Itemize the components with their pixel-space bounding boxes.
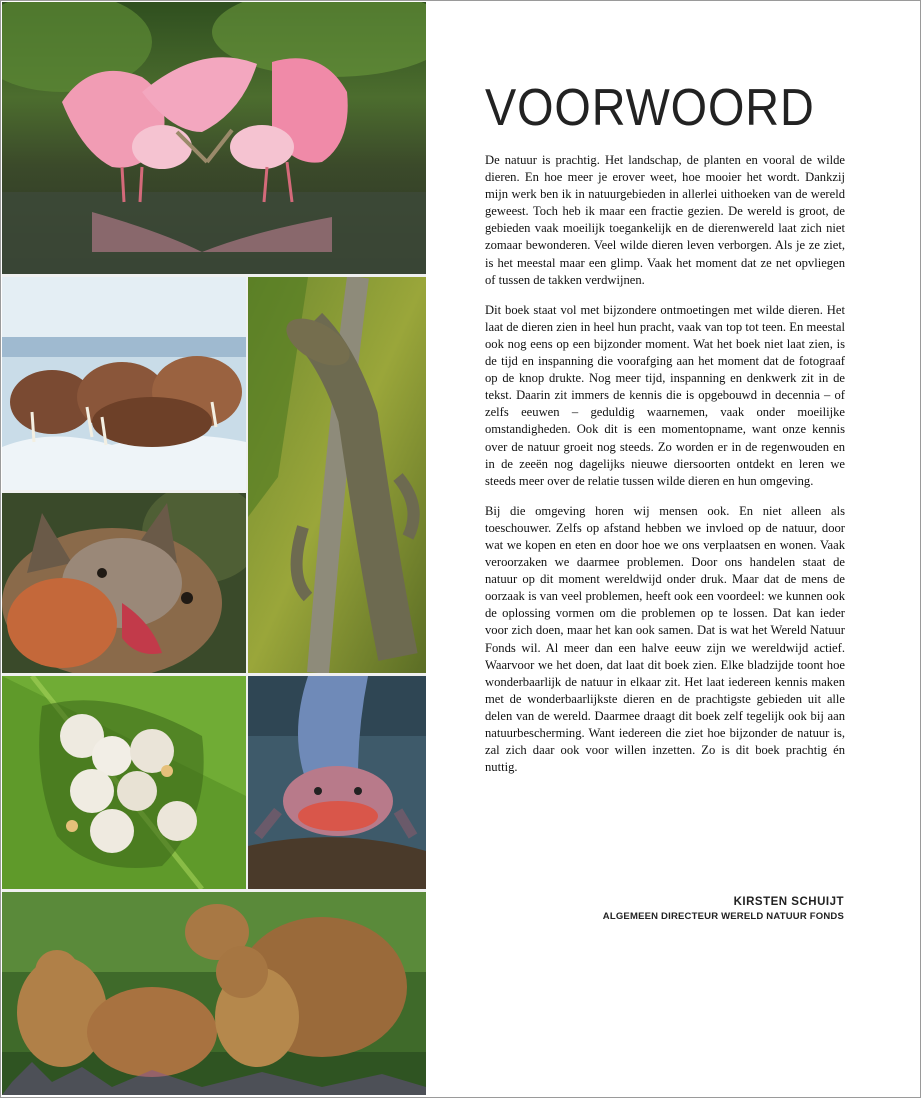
page-title: VOORWOORD bbox=[485, 79, 815, 137]
gecko-photo bbox=[248, 277, 426, 673]
photo-collage bbox=[2, 2, 426, 1095]
fox-photo bbox=[2, 493, 246, 673]
walruses-photo bbox=[2, 277, 246, 490]
salamander-photo bbox=[248, 676, 426, 889]
bears-photo bbox=[2, 892, 426, 1095]
paragraph-3: Bij die omgeving horen wij mensen ook. En niet alleen als toeschouwer. Zelfs op afstand hebben we invloed op de natuur, door wat we kopen en eten en door hoe we ons verplaatsen en wonen. Vaak veroorzaken we daarmee problemen. Door ons handelen staat de natuur op dit moment wereldwijd onder druk. Maar dat de mens de oorzaak is van veel problemen, heeft ook een voordeel: we kunnen ook de oplossing vormen om die problemen op te lossen. Dat kan ieder voor zich doen, maar het kan ook samen. Dat is wat het Wereld Natuur Fonds wil. Al meer dan een halve eeuw zijn we wereldwijd actief. Waarvoor we het doen, dat laat dit boek zien. Elke bladzijde toont hoe wonderbaarlijk de natuur in elkaar zit. Het laat iedereen kennis maken met de wonderbaarlijkste dieren en de prachtigste gebieden uit alle delen van de wereld. Daarmee draagt dit boek zelf tegelijk ook bij aan natuurbescherming. Want iedereen die ziet hoe bijzonder de natuur is, zal zich daar ook voor willen inzetten. Zo is dit boek prachtig én nuttig. bbox=[485, 503, 845, 775]
bats-photo bbox=[2, 676, 246, 889]
spoonbills-photo bbox=[2, 2, 426, 274]
paragraph-2: Dit boek staat vol met bijzondere ontmoetingen met wilde dieren. Het laat de dieren zien in heel hun pracht, vaak van top tot teen. En meestal ook nog eens op een bijzonder moment. Wat het boek niet laat zien, is de tijd en inspanning die voorafging aan het moment dat de fotograaf op de knop drukte. Nog meer tijd, inspanning en denkwerk zit in de tekst. Daarin zit immers de kennis die is opgebouwd in decennia – of zelfs eeuwen – geduldig waarnemen, vaak onder moeilijke omstandigheden. Ook dit is een momentopname, want onze kennis over de natuur groeit nog steeds. Zo worden er in de regenwouden en in de zeeën nog dagelijks nieuwe diersoorten ontdekt en leren we steeds meer over de relatie tussen wilde dieren en hun omgeving. bbox=[485, 302, 845, 488]
foreword-body bbox=[485, 152, 845, 776]
signature-title: ALGEMEEN DIRECTEUR WERELD NATUUR FONDS bbox=[602, 911, 844, 922]
paragraph-1: De natuur is prachtig. Het landschap, de planten en vooral de wilde dieren. En hoe meer je erover weet, hoe mooier het wordt. Dankzij mijn werk ben ik in natuurgebieden in allerlei uithoeken van de wereld geweest. Toch heb ik maar een fractie gezien. De wereld is groot, de gebieden vaak moeilijk toegankelijk en de dierenwereld laat zich niet zomaar bewonderen. Veel wilde dieren leven verborgen. Als je ze ziet, is het meestal maar een glimp. Vaak het moment dat ze net opvliegen of tussen de takken verdwijnen. bbox=[485, 153, 845, 287]
foreword-text-column bbox=[485, 80, 845, 789]
signature-block bbox=[603, 896, 844, 922]
signature-name: KIRSTEN SCHUIJT bbox=[733, 896, 844, 908]
